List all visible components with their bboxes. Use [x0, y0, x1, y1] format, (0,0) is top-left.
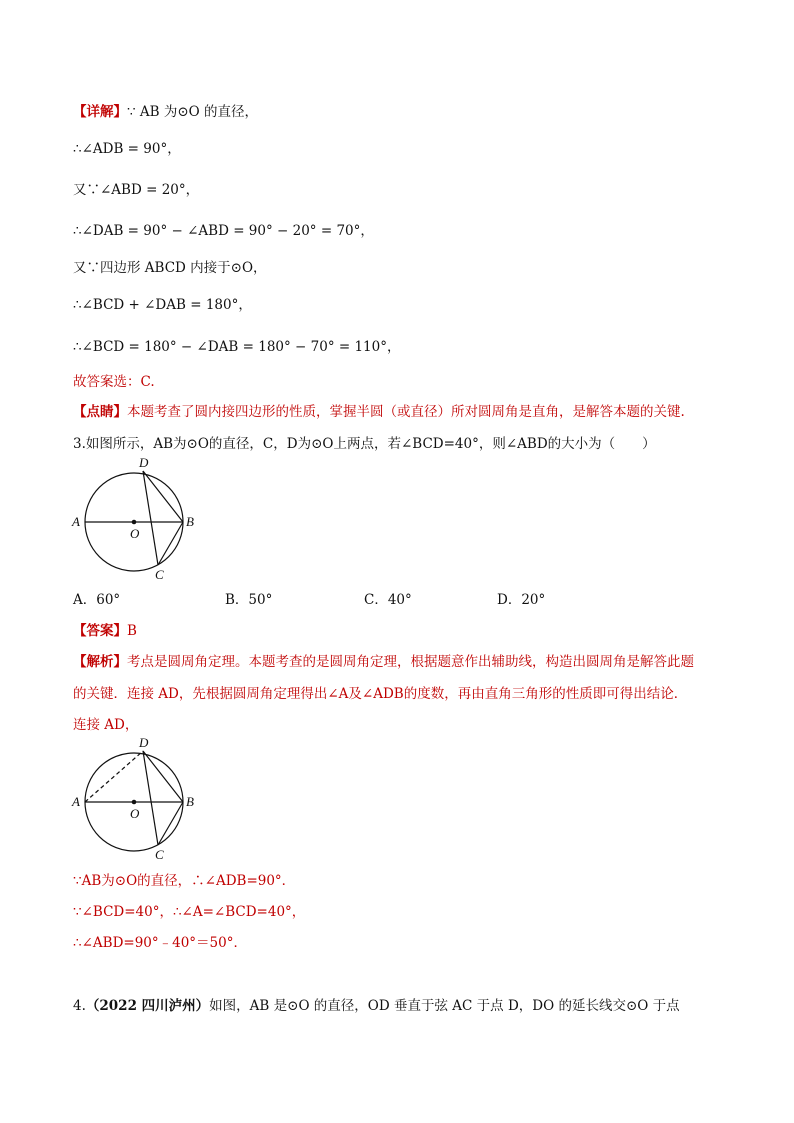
q3-figure-circle	[64, 452, 214, 587]
option-c: C．40°	[364, 592, 412, 608]
detail-remark: 【点睛】本题考查了圆内接四边形的性质，掌握半圆（或直径）所对圆周角是直角，是解答本题的关键.	[73, 404, 685, 420]
analysis-tag: 【解析】	[73, 654, 127, 670]
detail-answer: 故答案选：C.	[73, 374, 155, 390]
detail-line-3: 又∵∠ABD = 20°，	[73, 182, 200, 198]
label-O: O	[130, 526, 140, 541]
answer-tag: 【答案】	[73, 623, 127, 639]
detail-line-2: ∴∠ADB = 90°，	[73, 141, 181, 157]
label-C: C	[155, 847, 164, 862]
option-d: D．20°	[497, 592, 546, 608]
detail-line-5: 又∵四边形 ABCD 内接于⊙O，	[73, 260, 267, 276]
q3-analysis-1: 【解析】考点是圆周角定理。本题考查的是圆周角定理，根据题意作出辅助线，构造出圆周角是解答此题	[73, 654, 694, 670]
q3-step-1: ∵AB为⊙O的直径，∴∠ADB=90°．	[73, 873, 296, 889]
detail-line-7: ∴∠BCD = 180° − ∠DAB = 180° − 70° = 110°，	[73, 339, 401, 355]
q3-stem: 3.如图所示，AB为⊙O的直径，C，D为⊙O上两点，若∠BCD=40°，则∠ABD的大小为（ ）	[73, 436, 656, 452]
detail-tag: 【详解】	[73, 104, 127, 120]
label-A: A	[72, 514, 80, 529]
detail-line-4: ∴∠DAB = 90° − ∠ABD = 90° − 20° = 70°，	[73, 223, 374, 239]
q4-stem	[73, 997, 680, 1015]
q3-step-2: ∵∠BCD=40°，∴∠A=∠BCD=40°，	[73, 904, 306, 920]
q3-connect: 连接 AD，	[73, 717, 139, 733]
detail-line-6: ∴∠BCD + ∠DAB = 180°，	[73, 297, 252, 313]
label-D: D	[139, 455, 149, 470]
label-B: B	[186, 514, 194, 529]
label-C: C	[155, 567, 164, 582]
label-B: B	[186, 794, 194, 809]
q3-solution-figure	[64, 732, 214, 867]
q4-source: （2022 四川泸州）	[85, 998, 210, 1014]
detail-line-1: 【详解】∵ AB 为⊙O 的直径，	[73, 104, 259, 120]
option-a: A．60°	[73, 592, 121, 608]
q4-text: 如图，AB 是⊙O 的直径，OD 垂直于弦 AC 于点 D，DO 的延长线交⊙O 于点	[209, 998, 680, 1014]
q4-number: 4.	[73, 998, 86, 1014]
option-b: B．50°	[225, 592, 273, 608]
q3-answer: 【答案】B	[73, 623, 137, 639]
remark-tag: 【点睛】	[73, 404, 127, 420]
label-A: A	[72, 794, 80, 809]
label-O: O	[130, 806, 140, 821]
label-D: D	[139, 735, 149, 750]
q3-step-3: ∴∠ABD=90°﹣40°＝50°．	[73, 935, 247, 951]
q3-analysis-2: 的关键．连接 AD，先根据圆周角定理得出∠A及∠ADB的度数，再由直角三角形的性质即可得出结论．	[73, 686, 688, 702]
